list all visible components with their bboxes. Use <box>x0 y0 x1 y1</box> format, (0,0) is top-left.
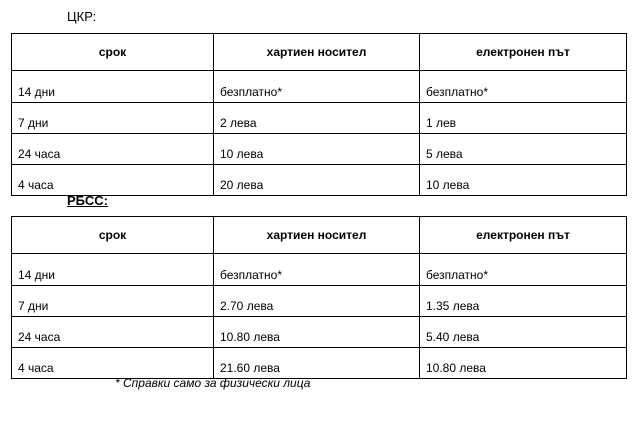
cell-term: 4 часа <box>12 165 214 196</box>
cell-electronic-fee: безплатно* <box>420 254 627 286</box>
cell-electronic-fee: 1.35 лева <box>420 286 627 317</box>
cell-term: 14 дни <box>12 254 214 286</box>
cell-electronic-fee: 1 лев <box>420 103 627 134</box>
cell-paper-fee: безплатно* <box>214 71 420 103</box>
column-header-paper: хартиен носител <box>214 217 420 254</box>
footnote: * Справки само за физически лица <box>115 376 311 390</box>
cell-electronic-fee: 5 лева <box>420 134 627 165</box>
table-header-row <box>12 34 627 71</box>
cell-electronic-fee: 10.80 лева <box>420 348 627 379</box>
cell-paper-fee: 2.70 лева <box>214 286 420 317</box>
cell-term: 14 дни <box>12 71 214 103</box>
cell-term: 24 часа <box>12 134 214 165</box>
table-header-row <box>12 217 627 254</box>
cell-term: 7 дни <box>12 286 214 317</box>
cell-term: 7 дни <box>12 103 214 134</box>
table-row <box>12 71 627 103</box>
fee-table-rbss <box>11 216 627 379</box>
section-heading-rbss: РБСС: <box>67 193 108 208</box>
table-row <box>12 348 627 379</box>
cell-paper-fee: 10 лева <box>214 134 420 165</box>
cell-electronic-fee: 10 лева <box>420 165 627 196</box>
cell-electronic-fee: безплатно* <box>420 71 627 103</box>
table-row <box>12 254 627 286</box>
cell-term: 4 часа <box>12 348 214 379</box>
cell-paper-fee: 21.60 лева <box>214 348 420 379</box>
table-row <box>12 165 627 196</box>
cell-paper-fee: безплатно* <box>214 254 420 286</box>
fee-table-ckr <box>11 33 627 196</box>
column-header-term: срок <box>12 34 214 71</box>
cell-term: 24 часа <box>12 317 214 348</box>
section-heading-ckr: ЦКР: <box>67 9 97 24</box>
cell-paper-fee: 2 лева <box>214 103 420 134</box>
column-header-term: срок <box>12 217 214 254</box>
cell-electronic-fee: 5.40 лева <box>420 317 627 348</box>
table-row <box>12 317 627 348</box>
column-header-electronic: електронен път <box>420 217 627 254</box>
column-header-paper: хартиен носител <box>214 34 420 71</box>
cell-paper-fee: 10.80 лева <box>214 317 420 348</box>
table-row <box>12 134 627 165</box>
cell-paper-fee: 20 лева <box>214 165 420 196</box>
table-row <box>12 103 627 134</box>
table-row <box>12 286 627 317</box>
column-header-electronic: електронен път <box>420 34 627 71</box>
